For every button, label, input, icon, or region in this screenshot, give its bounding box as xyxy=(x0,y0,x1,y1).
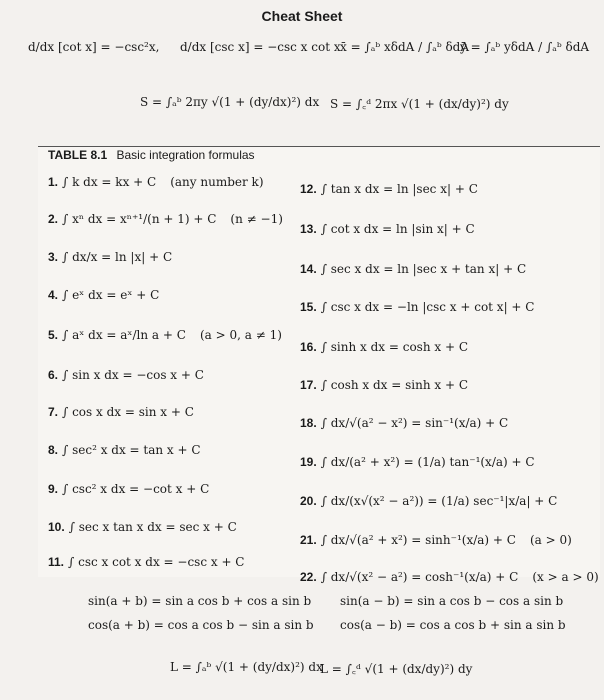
formula-text: ∫ eˣ dx = eˣ + C xyxy=(62,288,160,302)
formula-number: 6. xyxy=(48,368,59,382)
formula-number: 4. xyxy=(48,288,59,302)
formula-text: ∫ dx/√(x² − a²) = cosh⁻¹(x/a) + C xyxy=(320,570,519,584)
formula-number: 3. xyxy=(48,250,59,264)
y-bar-formula: ȳ = ∫ₐᵇ yδdA / ∫ₐᵇ δdA xyxy=(460,40,590,54)
formula-text: ∫ cosh x dx = sinh x + C xyxy=(320,378,469,392)
formula-17 xyxy=(300,378,468,392)
formula-number: 9. xyxy=(48,482,59,496)
formula-number: 12. xyxy=(300,182,317,196)
formula-text: ∫ csc² x dx = −cot x + C xyxy=(62,482,210,496)
formula-number: 21. xyxy=(300,533,317,547)
formula-condition: (n ≠ −1) xyxy=(230,212,283,226)
x-bar-formula: x̄ = ∫ₐᵇ xδdA / ∫ₐᵇ δdA xyxy=(340,40,470,54)
formula-3 xyxy=(48,250,172,264)
cos-sum-identity: cos(a + b) = cos a cos b − sin a sin b xyxy=(88,618,314,632)
formula-12 xyxy=(300,182,478,196)
formula-number: 22. xyxy=(300,570,317,584)
formula-text: ∫ dx/√(a² + x²) = sinh⁻¹(x/a) + C xyxy=(320,533,516,547)
formula-number: 8. xyxy=(48,443,59,457)
formula-10 xyxy=(48,520,237,534)
formula-text: ∫ sec² x dx = tan x + C xyxy=(62,443,201,457)
formula-14 xyxy=(300,262,526,276)
formula-9 xyxy=(48,482,209,496)
formula-number: 13. xyxy=(300,222,317,236)
surface-area-x: S = ∫ₐᵇ 2πy √(1 + (dy/dx)²) dx xyxy=(140,95,320,109)
formula-number: 16. xyxy=(300,340,317,354)
formula-text: ∫ xⁿ dx = xⁿ⁺¹/(n + 1) + C xyxy=(62,212,217,226)
cos-diff-identity: cos(a − b) = cos a cos b + sin a sin b xyxy=(340,618,566,632)
formula-number: 15. xyxy=(300,300,317,314)
formula-text: ∫ cot x dx = ln |sin x| + C xyxy=(320,222,475,236)
table-header xyxy=(48,148,255,162)
formula-20 xyxy=(300,494,557,508)
arc-length-y: L = ∫꜀ᵈ √(1 + (dx/dy)²) dy xyxy=(320,662,473,676)
formula-18 xyxy=(300,416,508,430)
formula-7 xyxy=(48,405,194,419)
formula-condition: (a > 0, a ≠ 1) xyxy=(199,328,282,342)
formula-number: 11. xyxy=(48,555,65,569)
formula-5 xyxy=(48,328,282,342)
formula-16 xyxy=(300,340,468,354)
formula-condition: (a > 0) xyxy=(529,533,572,547)
formula-8 xyxy=(48,443,201,457)
formula-11 xyxy=(48,555,245,569)
formula-text: ∫ sec x dx = ln |sec x + tan x| + C xyxy=(320,262,527,276)
formula-number: 20. xyxy=(300,494,317,508)
table-label: TABLE 8.1 xyxy=(48,148,108,162)
formula-text: ∫ aˣ dx = aˣ/ln a + C xyxy=(62,328,186,342)
arc-length-x: L = ∫ₐᵇ √(1 + (dy/dx)²) dx xyxy=(170,660,323,674)
formula-number: 17. xyxy=(300,378,317,392)
formula-1 xyxy=(48,175,264,189)
formula-number: 2. xyxy=(48,212,59,226)
formula-number: 5. xyxy=(48,328,59,342)
formula-text: ∫ dx/(x√(x² − a²)) = (1/a) sec⁻¹|x/a| + C xyxy=(320,494,558,508)
formula-text: ∫ sinh x dx = cosh x + C xyxy=(320,340,469,354)
table-title: Basic integration formulas xyxy=(116,148,255,162)
formula-text: ∫ sin x dx = −cos x + C xyxy=(62,368,204,382)
integration-table xyxy=(38,146,600,577)
formula-2 xyxy=(48,212,283,226)
cot-derivative: d/dx [cot x] = −csc²x, xyxy=(28,40,160,54)
formula-number: 1. xyxy=(48,175,59,189)
formula-number: 18. xyxy=(300,416,317,430)
csc-derivative: d/dx [csc x] = −csc x cot x xyxy=(180,40,341,54)
formula-number: 7. xyxy=(48,405,59,419)
formula-text: ∫ tan x dx = ln |sec x| + C xyxy=(320,182,478,196)
formula-text: ∫ k dx = kx + C xyxy=(62,175,157,189)
formula-6 xyxy=(48,368,204,382)
formula-19 xyxy=(300,455,535,469)
sin-sum-identity: sin(a + b) = sin a cos b + cos a sin b xyxy=(88,594,312,608)
formula-number: 19. xyxy=(300,455,317,469)
formula-21 xyxy=(300,533,572,547)
formula-text: ∫ sec x tan x dx = sec x + C xyxy=(68,520,237,534)
formula-text: ∫ dx/x = ln |x| + C xyxy=(62,250,173,264)
formula-text: ∫ dx/(a² + x²) = (1/a) tan⁻¹(x/a) + C xyxy=(320,455,535,469)
formula-text: ∫ cos x dx = sin x + C xyxy=(62,405,194,419)
formula-text: ∫ dx/√(a² − x²) = sin⁻¹(x/a) + C xyxy=(320,416,509,430)
sin-diff-identity: sin(a − b) = sin a cos b − cos a sin b xyxy=(340,594,564,608)
formula-15 xyxy=(300,300,534,314)
surface-area-y: S = ∫꜀ᵈ 2πx √(1 + (dx/dy)²) dy xyxy=(330,97,509,111)
formula-text: ∫ csc x dx = −ln |csc x + cot x| + C xyxy=(320,300,535,314)
formula-4 xyxy=(48,288,159,302)
formula-22 xyxy=(300,570,599,584)
formula-number: 10. xyxy=(48,520,65,534)
page-title: Cheat Sheet xyxy=(261,8,343,24)
formula-condition: (any number k) xyxy=(170,175,264,189)
formula-text: ∫ csc x cot x dx = −csc x + C xyxy=(68,555,245,569)
formula-condition: (x > a > 0) xyxy=(532,570,599,584)
formula-13 xyxy=(300,222,475,236)
formula-number: 14. xyxy=(300,262,317,276)
